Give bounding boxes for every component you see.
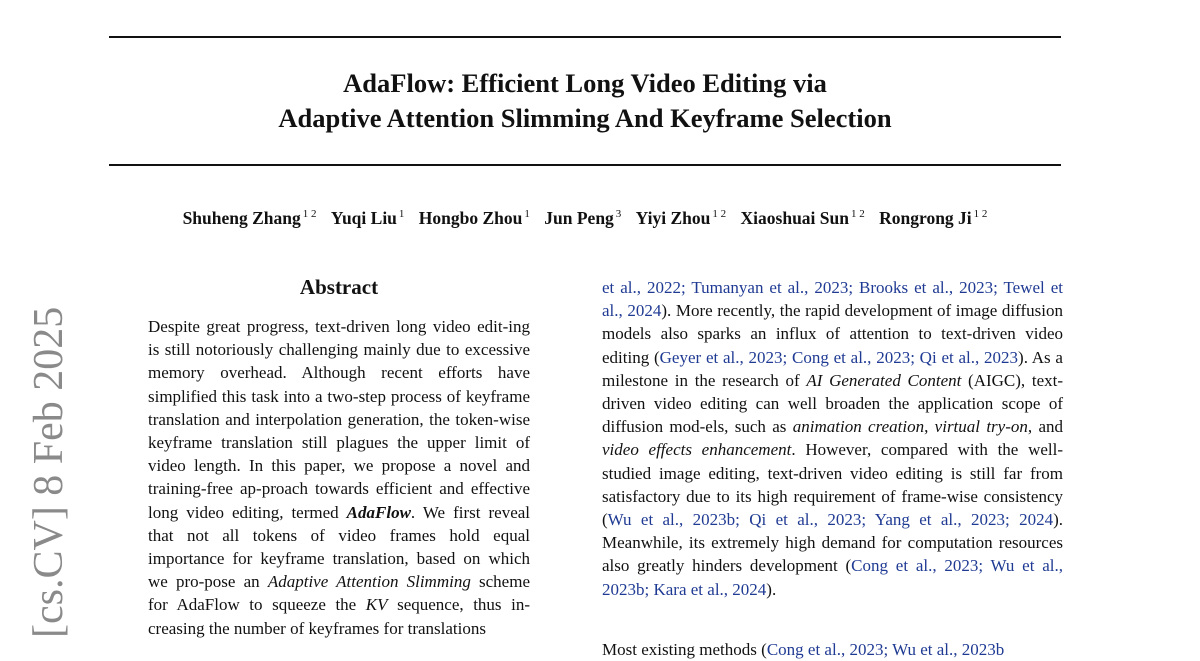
citation-link[interactable]: Cong et al., 2023; Wu et al., 2023b; Kara et al., 2024 xyxy=(602,556,1063,599)
title-line-1: AdaFlow: Efficient Long Video Editing via xyxy=(343,68,827,98)
title-line-2: Adaptive Attention Slimming And Keyframe Selection xyxy=(278,103,892,133)
citation-link[interactable]: Cong et al., 2023; Wu et al., 2023b xyxy=(766,640,1005,659)
arxiv-sidebar xyxy=(20,306,78,638)
author-list xyxy=(60,208,1110,229)
emphasis: virtual try-on xyxy=(934,417,1028,437)
emphasis: AI Generated Content xyxy=(806,370,962,390)
emphasis: Adaptive Attention Slimming xyxy=(267,572,471,592)
citation-link[interactable]: et al., 2022; Tumanyan et al., 2023; Brooks et al., 2023; Tewel et al., 2024 xyxy=(602,278,1063,321)
author: Yuqi Liu $^1$ xyxy=(330,208,405,228)
arxiv-stamp: [cs.CV] 8 Feb 2025 xyxy=(26,306,72,638)
title-rule-top xyxy=(109,36,1061,38)
emphasis: animation creation xyxy=(792,417,925,437)
intro-paragraph: et al., 2022; Tumanyan et al., 2023; Brooks et al., 2023; Tewel et al., 2024). More recently, the rapid development of image diffusion models also sparks an influx of attention to text-driven video editing (Geyer et al., 2023; Cong et al., 2023; Qi et al., 2023). As a milestone in the research of AI Generated Content (AIGC), text-driven video editing can well broaden the application scope of diffusion mod-els, such as animation creation, virtual try-on, and video effects enhancement. However, compared with the well-studied image editing, text-driven video editing is still far from satisfactory due to its high requirement of frame-wise consistency (Wu et al., 2023b; Qi et al., 2023; Yang et al., 2023; 2024). Meanwhile, its extremely high demand for computation resources also greatly hinders development (Cong et al., 2023; Wu et al., 2023b; Kara et al., 2024). xyxy=(602,278,1064,599)
intro-body xyxy=(602,276,1063,601)
next-paragraph-start: Most existing methods (Cong et al., 2023; Wu et al., 2023b xyxy=(602,640,1005,659)
author: Shuheng Zhang $^{1 2}$ xyxy=(182,208,317,228)
abstract-paragraph: Despite great progress, text-driven long video edit-ing is still notoriously challenging mainly due to excessive memory overhead. Although recent efforts have simplified this task into a two-step process of keyframe translation and interpolation generation, the token-wise keyframe translation still plagues the upper limit of video length. In this paper, we propose a novel and training-free ap-proach towards efficient and effective long video editing, termed AdaFlow. We first reveal that not all tokens of video frames hold equal importance for keyframe translation, based on which we pro-pose an Adaptive Attention Slimming scheme for AdaFlow to squeeze the KV sequence, thus in-creasing the number of keyframes for translations xyxy=(148,317,531,638)
author: Hongbo Zhou $^1$ xyxy=(418,208,530,228)
abstract-heading: Abstract xyxy=(299,275,379,299)
citation-link[interactable]: Wu et al., 2023b; Qi et al., 2023; Yang et al., 2023; 2024 xyxy=(607,510,1054,530)
abstract-body xyxy=(148,315,530,640)
math-kv: KV xyxy=(365,595,388,615)
author: Xiaoshuai Sun $^{1 2}$ xyxy=(740,208,865,228)
author: Jun Peng $^3$ xyxy=(544,208,622,228)
citation-link[interactable]: Geyer et al., 2023; Cong et al., 2023; Qi et al., 2023 xyxy=(659,347,1019,367)
author: Yiyi Zhou $^{1 2}$ xyxy=(635,208,727,228)
title-rule-bottom xyxy=(109,164,1061,166)
paper-title xyxy=(109,66,1061,136)
author: Rongrong Ji $^{1 2}$ xyxy=(879,208,988,228)
emphasis: video effects enhancement xyxy=(602,440,792,460)
method-name: AdaFlow xyxy=(346,502,411,522)
